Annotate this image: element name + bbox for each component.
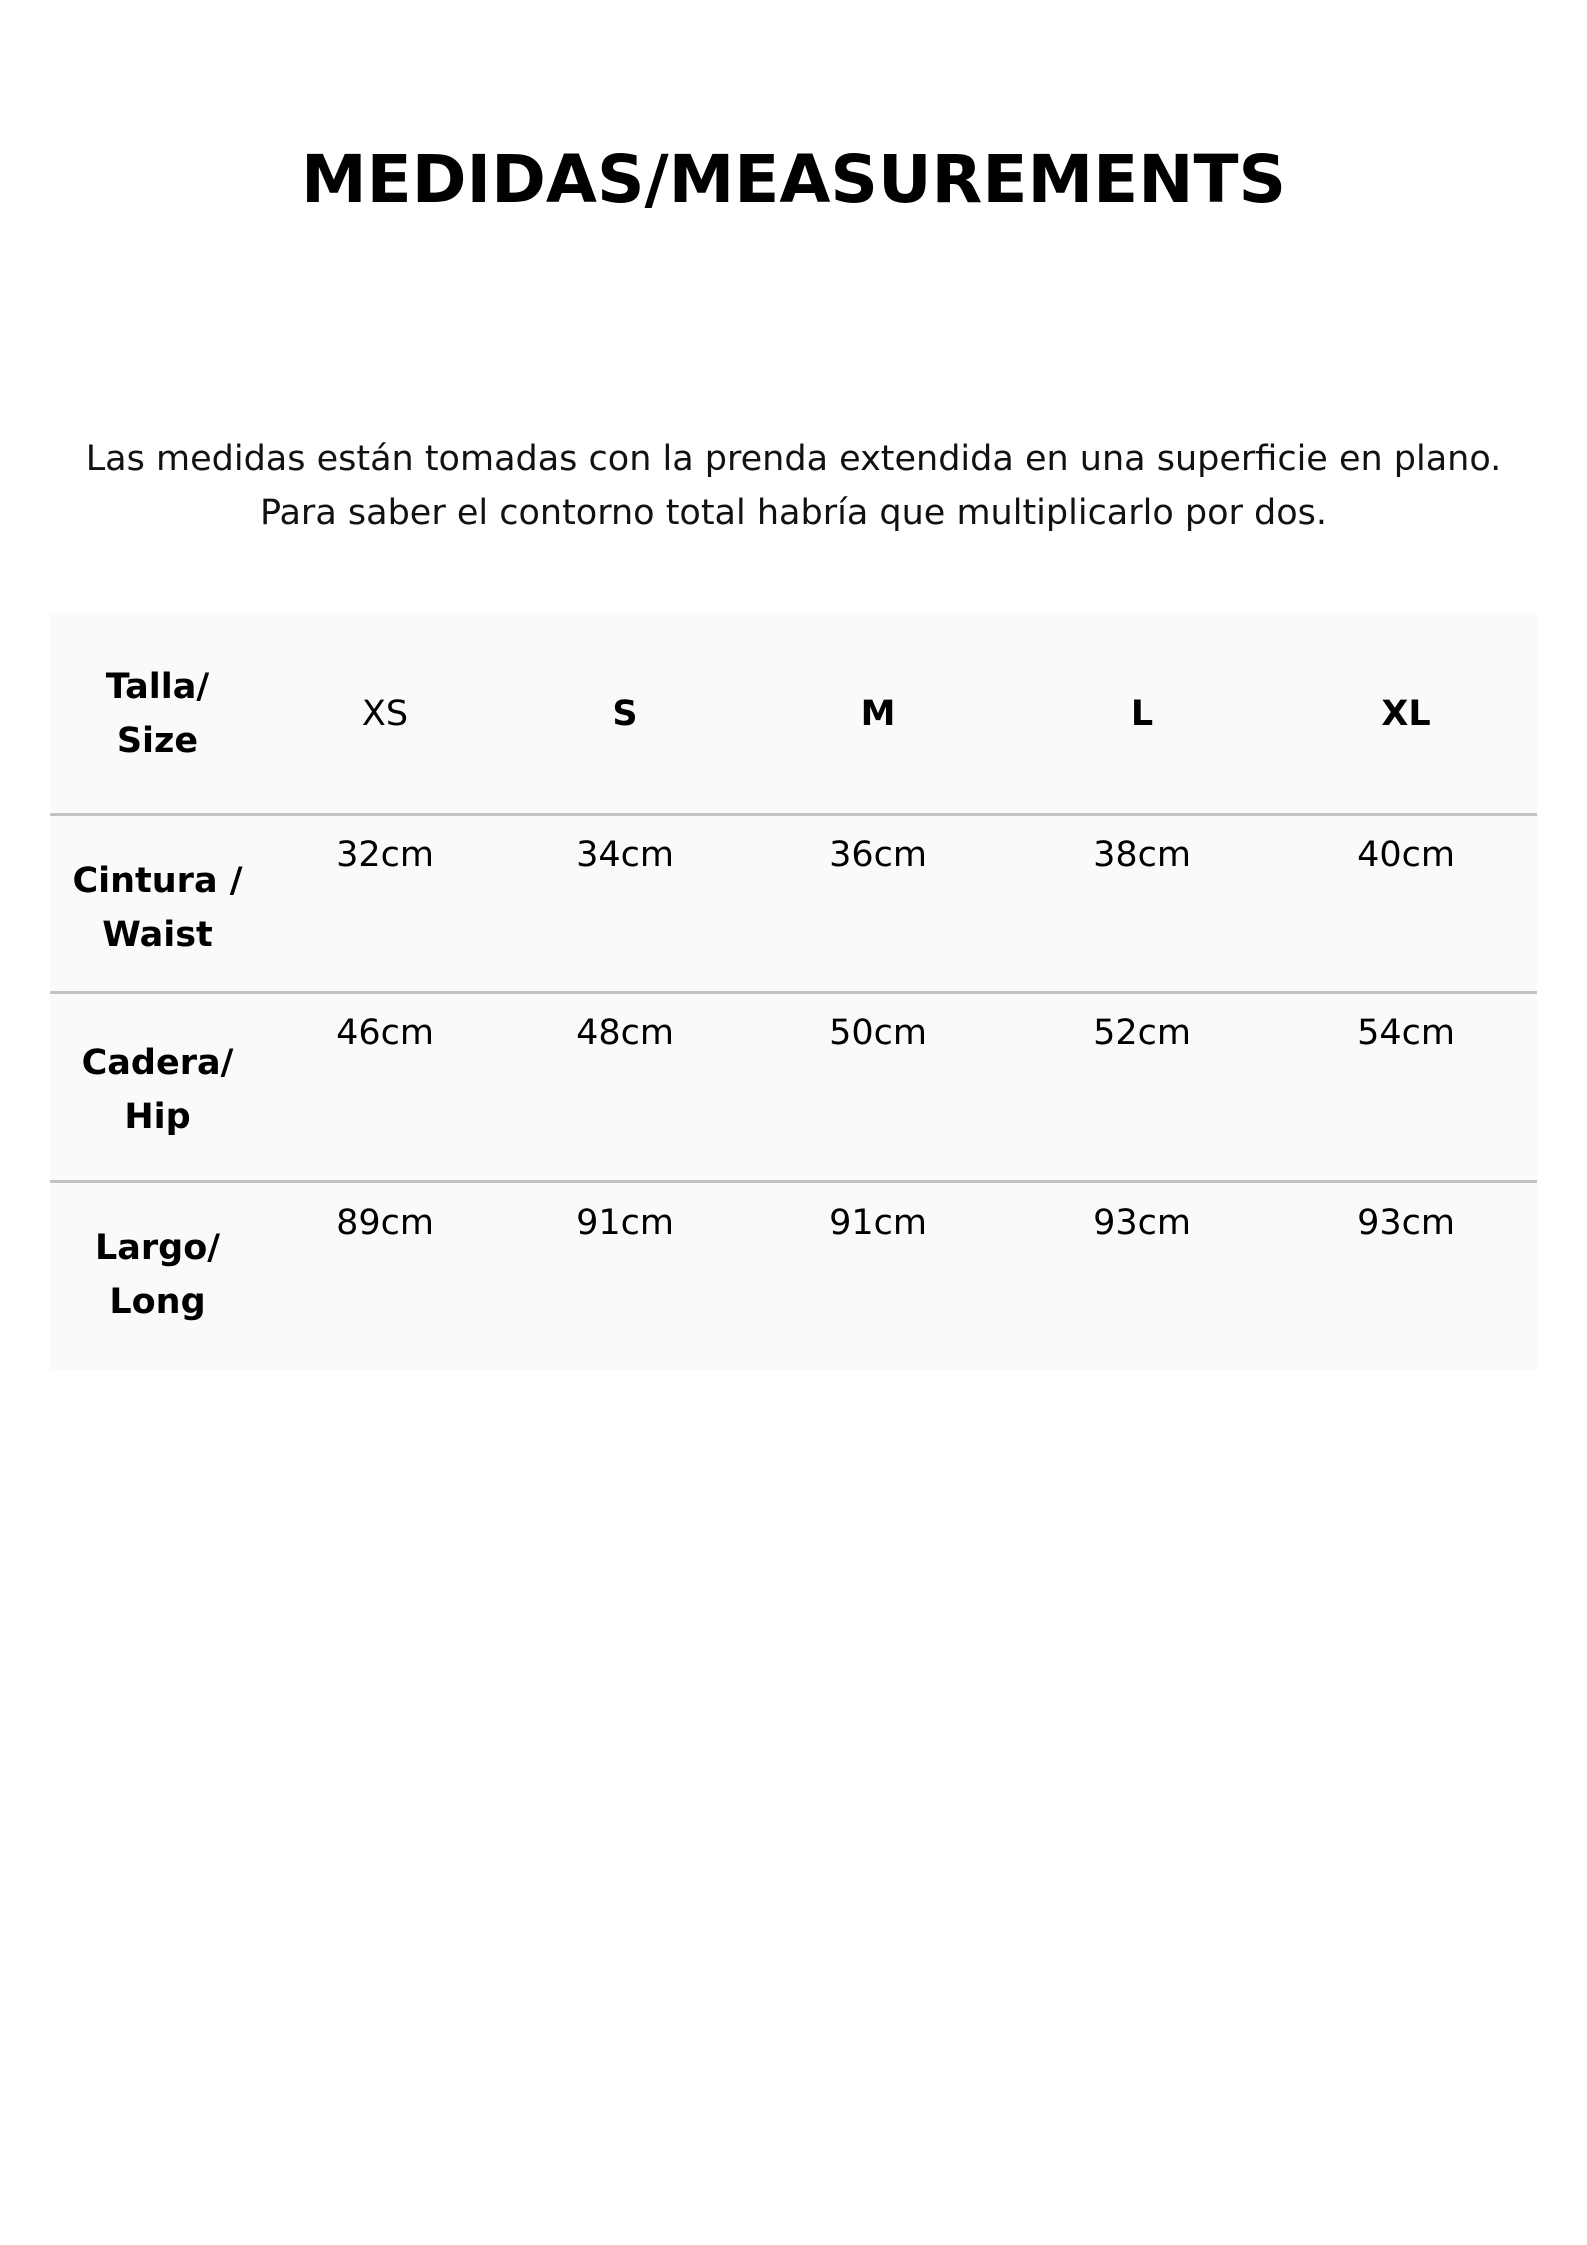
table-cell: 91cm <box>576 1203 674 1243</box>
table-cell: 50cm <box>829 1013 927 1053</box>
table-cell: 40cm <box>1357 835 1455 875</box>
size-header-label: Talla/ Size <box>105 667 210 761</box>
table-row <box>50 1180 1537 1373</box>
table-header-row <box>50 613 1537 813</box>
table-cell: 93cm <box>1357 1203 1455 1243</box>
size-l-header: L <box>1130 694 1154 734</box>
size-xl-header: XL <box>1381 694 1431 734</box>
table-cell: 52cm <box>1093 1013 1191 1053</box>
intro-line-2: Para saber el contorno total habría que multiplicarlo por dos. <box>259 493 1328 533</box>
page-title: MEDIDAS/MEASUREMENTS <box>300 141 1287 218</box>
size-xs-header: XS <box>361 694 409 734</box>
row-label-long: Largo/ Long <box>94 1228 221 1322</box>
size-m-header: M <box>860 694 896 734</box>
table-cell: 32cm <box>336 835 434 875</box>
table-cell: 34cm <box>576 835 674 875</box>
intro-text <box>0 432 1587 540</box>
table-row <box>50 813 1537 994</box>
table-cell: 38cm <box>1093 835 1191 875</box>
table-cell: 36cm <box>829 835 927 875</box>
table-cell: 91cm <box>829 1203 927 1243</box>
table-cell: 48cm <box>576 1013 674 1053</box>
intro-line-1: Las medidas están tomadas con la prenda extendida en una superficie en plano. <box>85 439 1502 479</box>
table-cell: 46cm <box>336 1013 434 1053</box>
row-label-waist: Cintura / Waist <box>72 861 243 955</box>
measurements-table <box>50 613 1537 1370</box>
table-cell: 54cm <box>1357 1013 1455 1053</box>
table-cell: 89cm <box>336 1203 434 1243</box>
size-s-header: S <box>612 694 638 734</box>
table-row <box>50 991 1537 1183</box>
row-label-hip: Cadera/ Hip <box>81 1043 234 1137</box>
table-cell: 93cm <box>1093 1203 1191 1243</box>
